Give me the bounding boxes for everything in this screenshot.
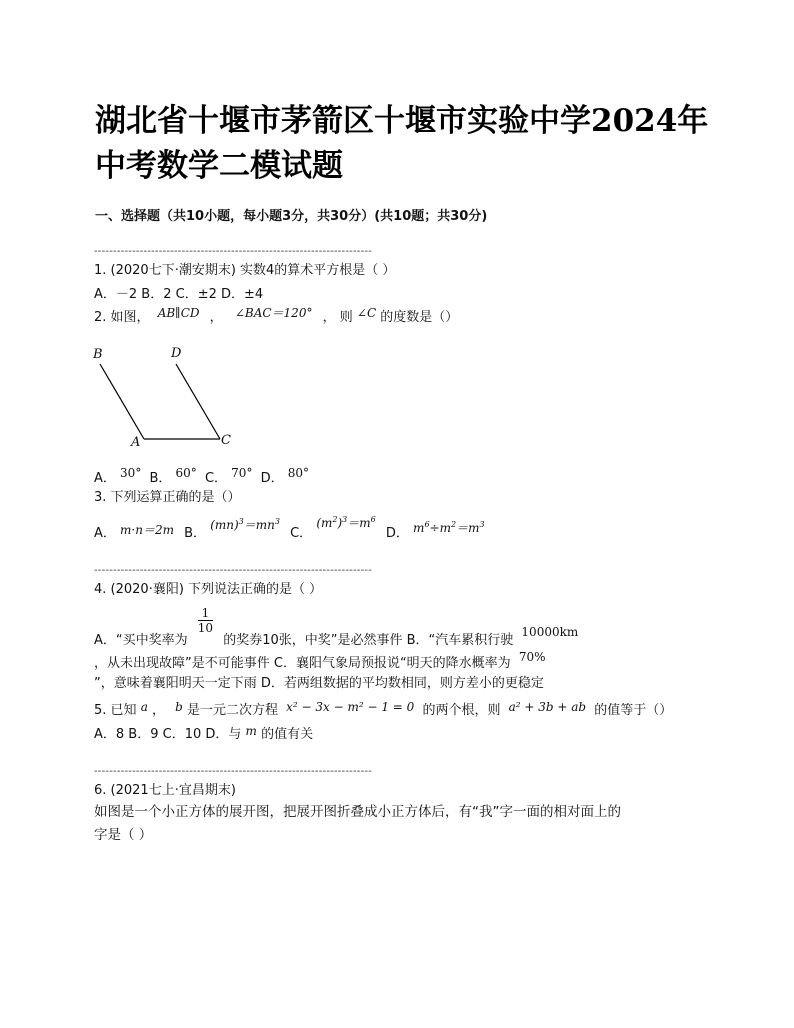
figure-label-c: C	[221, 433, 231, 448]
q3-c-base: (m	[316, 516, 333, 530]
q5-expression: a² + 3b + ab	[508, 700, 587, 714]
q2-option-a-label: A．	[94, 471, 116, 486]
q2-prefix: 2. 如图，	[94, 310, 150, 325]
q3-option-c-expr	[316, 516, 375, 530]
q2-sep: ，	[209, 310, 223, 325]
q3-c-exp: 3	[342, 515, 348, 524]
q3-d-a-exp: 6	[424, 520, 430, 529]
page-title-line2: 中考数学二模试题	[95, 148, 343, 184]
question-4-line1	[94, 606, 579, 648]
q4-a-prefix: A．“买中奖率为	[94, 633, 188, 648]
q2-option-d-value: 80°	[287, 466, 310, 480]
figure-label-a: A	[131, 435, 141, 450]
q5-equation: x² − 3x − m² − 1 = 0	[286, 700, 415, 714]
q2-option-b-label: B．	[149, 471, 172, 486]
q3-option-a-label: A．	[94, 526, 116, 541]
question-1-stem: 1. (2020七下·潮安期末) 实数4的算术平方根是（ ）	[94, 263, 396, 278]
q2-option-d-label: D．	[260, 471, 284, 486]
q3-option-b-expr	[210, 518, 280, 532]
q3-option-c-label: C．	[290, 526, 313, 541]
q3-b-base: (mn)	[210, 518, 239, 532]
q3-option-a-expr: m·n＝2m	[120, 523, 174, 537]
q5-prefix: 5. 已知	[94, 703, 137, 718]
q3-d-rhs-exp: 3	[479, 520, 485, 529]
q3-c-rhs-exp: 6	[370, 515, 376, 524]
figure-label-b: B	[93, 347, 103, 362]
question-5-stem	[94, 702, 672, 719]
segment-cd	[176, 364, 220, 439]
question-1-options: A．－2 B．2 C．±2 D．±4	[94, 287, 264, 302]
q3-d-a: m	[413, 521, 425, 535]
q3-b-rhs-exp: 3	[274, 517, 280, 526]
q3-c-rhs: ＝m	[347, 516, 371, 530]
q3-b-exp: 3	[238, 517, 244, 526]
q3-option-b-label: B．	[184, 526, 207, 541]
segment-ab	[100, 364, 144, 439]
question-3-stem: 3. 下列运算正确的是（）	[94, 490, 241, 505]
q4-fraction	[198, 606, 213, 635]
question-4-line2	[94, 650, 546, 672]
question-6-stem: 6. (2021七上·宜昌期末)	[94, 783, 236, 798]
q5-var-a: a	[140, 700, 148, 714]
q2-condition-parallel: AB∥CD	[157, 306, 200, 320]
q3-c-close: )	[337, 516, 343, 530]
q4-km-value: 10000km	[521, 625, 579, 639]
q3-d-b-exp: 2	[450, 520, 457, 529]
q4-line2-text: ，从未出现故障”是不可能事件 C．襄阳气象局预报说“明天的降水概率为	[94, 656, 511, 671]
question-5-options	[94, 726, 313, 743]
question-6-body-line2: 字是（ ）	[94, 827, 153, 843]
figure-label-d: D	[171, 346, 182, 361]
q5-suffix: 的值等于（）	[594, 703, 673, 718]
divider: -------------------------------------------------------------------------	[94, 766, 373, 777]
page-title-line1: 湖北省十堰市茅箭区十堰市实验中学2024年	[95, 103, 709, 139]
q5-var-m: m	[245, 724, 257, 738]
q3-d-rhs: ＝m	[456, 521, 480, 535]
question-4-line3: ”，意味着襄阳明天一定下雨 D．若两组数据的平均数相同，则方差小的更稳定	[94, 676, 544, 691]
q5-options-prefix: A．8 B．9 C．10 D．与	[94, 727, 242, 742]
q5-options-suffix: 的值有关	[261, 727, 314, 742]
question-4-stem: 4. (2020·襄阳) 下列说法正确的是（ ）	[94, 582, 323, 597]
q2-angle-c: ∠C	[356, 306, 377, 320]
q3-option-d-label: D．	[385, 526, 409, 541]
q5-mid: 是一元二次方程	[186, 703, 278, 718]
q2-option-c-value: 70°	[231, 466, 253, 480]
divider: -------------------------------------------------------------------------	[94, 565, 373, 576]
q3-c-inner-exp: 2	[332, 515, 338, 524]
q2-option-a-value: 30°	[120, 466, 142, 480]
question-3-options	[94, 515, 485, 542]
q4-percent-value: 70%	[518, 650, 546, 664]
q2-option-b-value: 60°	[175, 466, 197, 480]
q5-sep: ，	[151, 703, 165, 718]
q4-fraction-denominator: 10	[197, 621, 214, 635]
divider: -------------------------------------------------------------------------	[94, 246, 373, 257]
q2-sep2: ， 则	[322, 310, 353, 325]
q3-d-op: ÷m	[429, 521, 451, 535]
q2-option-c-label: C．	[204, 471, 228, 486]
q3-b-rhs: ＝mn	[243, 518, 275, 532]
q2-suffix: 的度数是（）	[380, 310, 459, 325]
q5-mid2: 的两个根，则	[422, 703, 501, 718]
q4-a-suffix: 的奖券10张，中奖”是必然事件 B．“汽车累积行驶	[223, 633, 514, 648]
question-2-stem	[94, 306, 459, 326]
question-2-options	[94, 466, 310, 487]
q2-condition-angle: ∠BAC＝120°	[234, 306, 313, 320]
q4-fraction-numerator: 1	[201, 606, 210, 620]
q5-var-b: b	[175, 700, 183, 714]
section-heading: 一、选择题（共10小题，每小题3分，共30分）(共10题；共30分)	[95, 209, 488, 224]
q3-option-d-expr	[413, 521, 485, 535]
question-6-body-line1: 如图是一个小正方体的展开图，把展开图折叠成小正方体后，有“我”字一面的相对面上的	[94, 804, 621, 820]
